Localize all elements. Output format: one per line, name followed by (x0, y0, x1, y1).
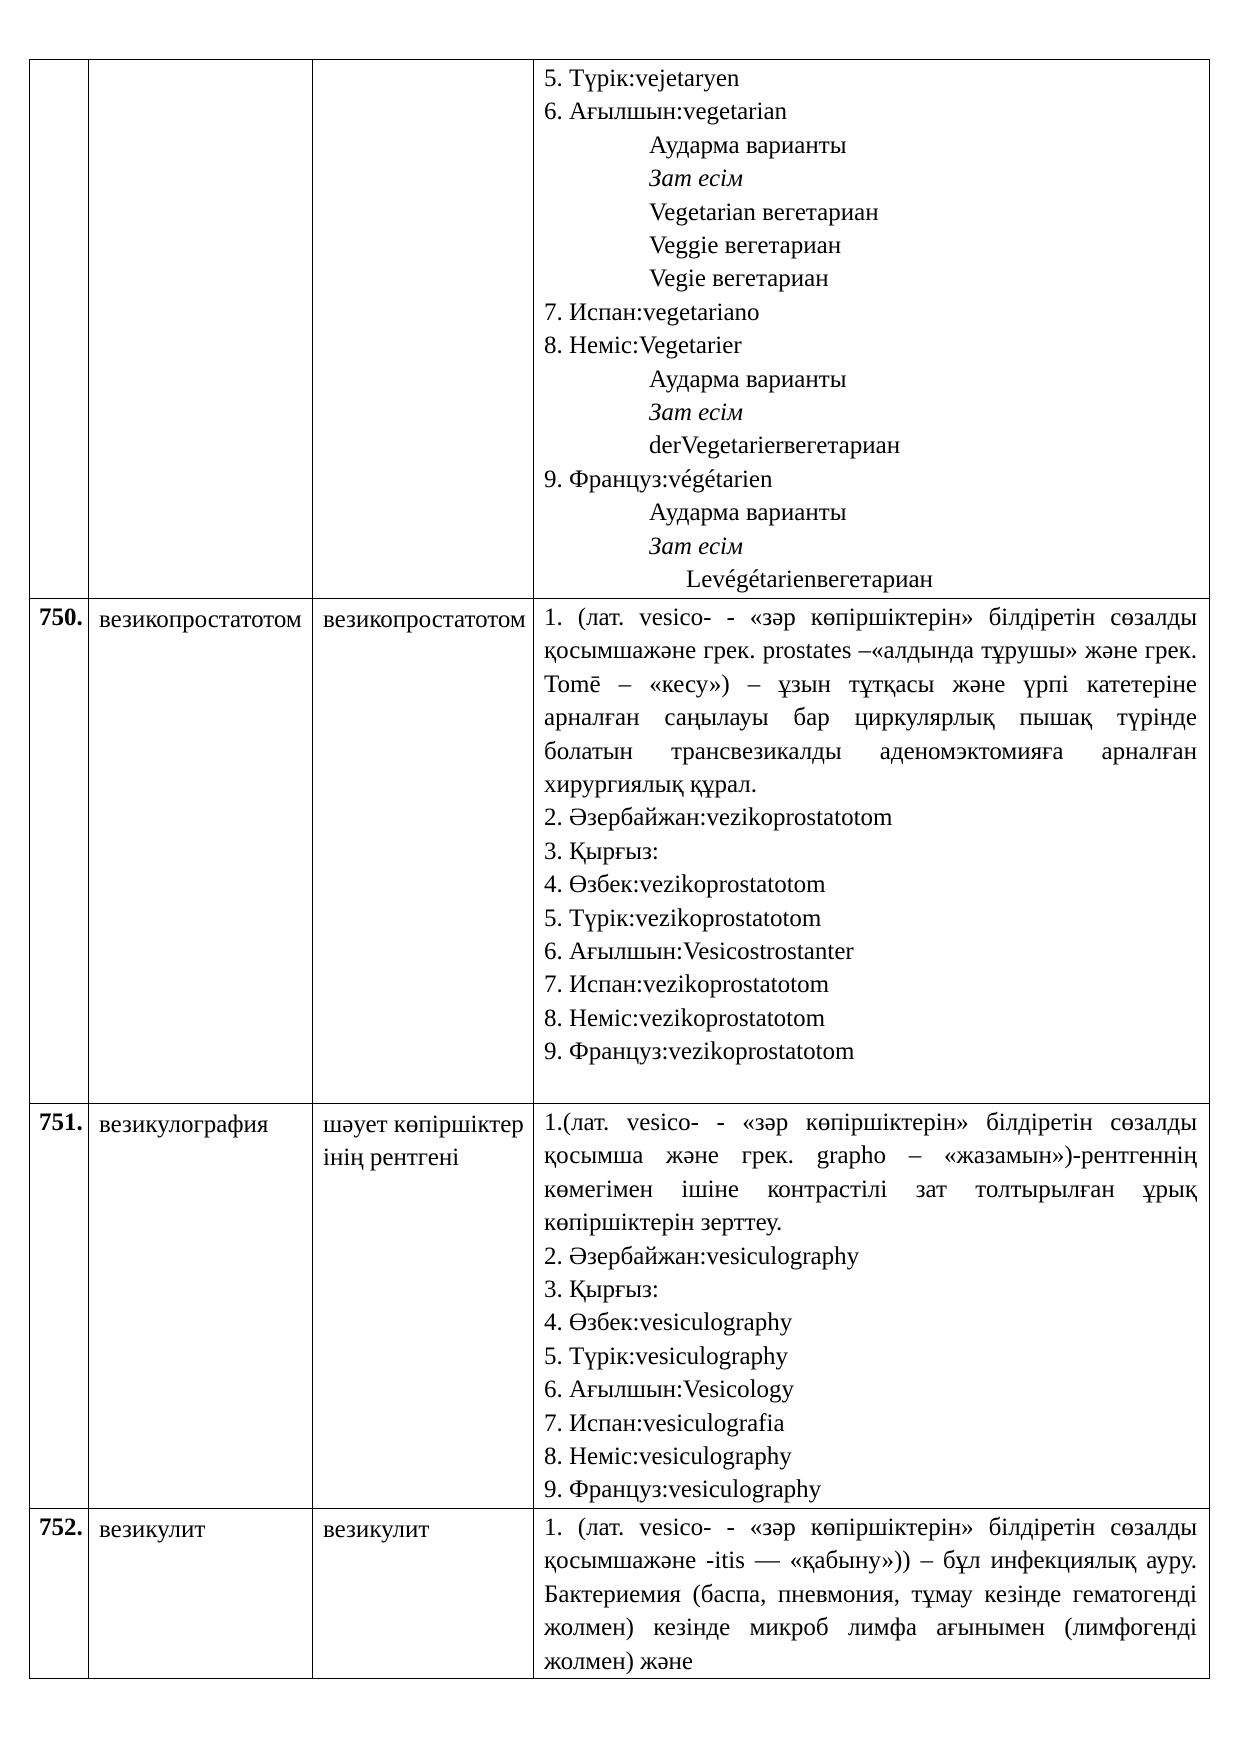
kazakh-term-cell (313, 60, 534, 599)
translation-line: Зат есім (649, 532, 743, 560)
table-row (30, 1509, 1210, 1679)
translation-line: 3. Қырғыз: (544, 837, 659, 865)
description-cell (534, 60, 1210, 599)
translation-line: Аудармa варианты (649, 365, 847, 393)
translation-line: 8. Неміс:Vegetarier (544, 332, 742, 360)
kazakh-term-cell (313, 1509, 534, 1679)
translation-line: derVegetarierвегетариан (649, 432, 901, 460)
description-cell (534, 599, 1210, 1104)
dictionary-body (30, 60, 1210, 1679)
kazakh-term-text: везикулит (323, 1516, 430, 1543)
table-row (30, 60, 1210, 599)
translation-line: 2. Әзербайжан:vesiculography (544, 1242, 860, 1270)
table-row (30, 1104, 1210, 1509)
translation-line: 6. Ағылшын:vegetarian (544, 98, 788, 126)
translation-line: 8. Неміс:vesiculography (544, 1443, 792, 1471)
kazakh-term-text: везикопростатотом (323, 606, 526, 633)
translation-line: 6. Ағылшын:Vesicology (544, 1376, 795, 1404)
term-text: везикулит (99, 1516, 206, 1543)
translation-line: 6. Ағылшын:Vesicostrostanter (544, 938, 854, 966)
entry-number: 752. (30, 1509, 89, 1679)
translation-line: 7. Испан:vegetariano (544, 298, 760, 326)
translation-line: Vegie вегетариан (649, 265, 829, 293)
definition-paragraph: 1. (лат. vesico- - «зәр көпіршіктерін» білдіретін сөзалды қосымшажәне -itis — «қабыну»)) – бұл инфекциялық ауру. Бактериемия (баспа, пневмония, тұмау кезінде гематогенді жолмен) кезінде микроб лимфа ағынымен (лимфогенді жолмен) және (544, 1514, 1197, 1675)
translation-line: 9. Француз:vesiculography (544, 1476, 822, 1504)
description-cell (534, 1509, 1210, 1679)
translation-line: Vegetarian вегетариан (649, 198, 879, 226)
translation-line: Зат есім (649, 399, 743, 427)
translation-line: 9. Француз:végétarien (544, 465, 773, 493)
translation-line: 7. Испан:vezikoprostatotom (544, 971, 830, 999)
term-text: везикулография (99, 1111, 269, 1138)
translation-line: Veggie вегетариан (649, 232, 842, 260)
translation-line: 5. Түрік:vesiculography (544, 1342, 789, 1370)
term-cell (89, 1509, 313, 1679)
translation-line: Зат есім (649, 165, 743, 193)
translation-line: 4. Өзбек:vezikoprostatotom (544, 871, 826, 899)
translation-line: 9. Француз:vezikoprostatotom (544, 1038, 855, 1066)
translation-line: 2. Әзербайжан:vezikoprostatotom (544, 804, 893, 832)
translation-line: 8. Неміс:vezikoprostatotom (544, 1004, 826, 1032)
entry-number (30, 60, 89, 599)
definition-paragraph: 1.(лат. vesico- - «зәр көпіршіктерін» білдіретін сөзалды қосымша және грек. grapho – «жазамын»)-рентгеннің көмегімен ішіне контрастілі зат толтырылған ұрық көпіршіктерін зерттеу. (544, 1109, 1197, 1237)
kazakh-term-cell (313, 599, 534, 1104)
dictionary-table (29, 59, 1210, 1679)
entry-number: 751. (30, 1104, 89, 1509)
translation-line: 5. Түрік:vejetaryen (544, 65, 740, 92)
translation-line: 5. Түрік:vezikoprostatotom (544, 904, 822, 932)
definition-paragraph: 1. (лат. vesico- - «зәр көпіршіктерін» білдіретін сөзалды қосымшажәне грек. prostates –«алдында тұрушы» және грек. Tomē – «кесу») – ұзын тұтқасы және үрпі катетеріне арналған саңылауы бар циркулярлық пышақ түрінде болатын трансвезикалды аденомэктомияға арналған хирургиялық құрал. (544, 604, 1197, 799)
description-cell (534, 1104, 1210, 1509)
table-row (30, 599, 1210, 1104)
term-cell (89, 60, 313, 599)
entry-number: 750. (30, 599, 89, 1104)
translation-line: 4. Өзбек:vesiculography (544, 1309, 793, 1337)
term-text: везикопростатотом (99, 606, 302, 633)
kazakh-term-cell (313, 1104, 534, 1509)
translation-line: 3. Қырғыз: (544, 1276, 659, 1304)
term-cell (89, 599, 313, 1104)
term-cell (89, 1104, 313, 1509)
translation-line: 7. Испан:vesiculografia (544, 1409, 785, 1437)
translation-line: Аудармa варианты (649, 131, 847, 159)
translation-line: Levégétarienвегетариан (686, 566, 933, 594)
kazakh-term-text: шәует көпіршіктерінің рентгені (323, 1111, 524, 1172)
translation-line: Аудармa варианты (649, 499, 847, 527)
